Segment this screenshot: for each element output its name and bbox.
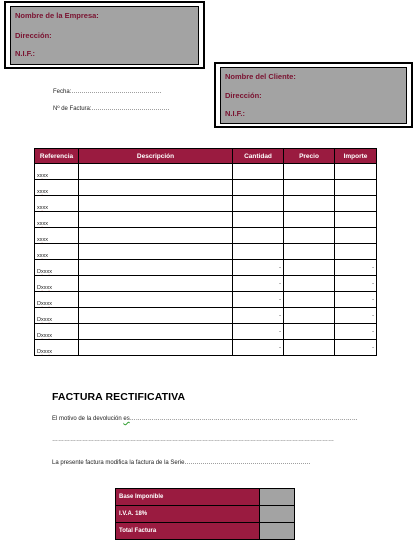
row-ref[interactable]: Dxxxx bbox=[35, 276, 79, 292]
row-amount[interactable]: - bbox=[335, 340, 377, 356]
row-desc[interactable] bbox=[79, 228, 233, 244]
row-amount[interactable] bbox=[335, 180, 377, 196]
row-amount[interactable]: - bbox=[335, 292, 377, 308]
row-amount[interactable] bbox=[335, 228, 377, 244]
row-ref[interactable]: Dxxxx bbox=[35, 324, 79, 340]
row-amount[interactable] bbox=[335, 212, 377, 228]
total-factura-value[interactable] bbox=[260, 523, 295, 540]
row-desc[interactable] bbox=[79, 164, 233, 180]
items-header-row bbox=[35, 149, 377, 164]
row-amount[interactable]: - bbox=[335, 324, 377, 340]
table-row bbox=[35, 324, 377, 340]
row-price[interactable] bbox=[284, 164, 335, 180]
table-row bbox=[35, 196, 377, 212]
row-price[interactable] bbox=[284, 340, 335, 356]
row-amount[interactable] bbox=[335, 164, 377, 180]
motivo-prefix: El motivo de la devolución bbox=[52, 416, 124, 422]
table-row bbox=[35, 228, 377, 244]
client-name-label: Nombre del Cliente: bbox=[225, 72, 296, 81]
row-price[interactable] bbox=[284, 212, 335, 228]
motivo-dots: …………………………………………………………………………………………………… bbox=[129, 416, 358, 422]
row-desc[interactable] bbox=[79, 196, 233, 212]
client-nif-label: N.I.F.: bbox=[225, 109, 245, 118]
iva-label: I.V.A. 18% bbox=[116, 506, 260, 523]
row-ref[interactable]: Dxxxx bbox=[35, 292, 79, 308]
row-desc[interactable] bbox=[79, 244, 233, 260]
row-price[interactable] bbox=[284, 292, 335, 308]
row-qty[interactable] bbox=[233, 244, 284, 260]
client-box-fill bbox=[220, 67, 407, 124]
table-row bbox=[35, 292, 377, 308]
row-desc[interactable] bbox=[79, 260, 233, 276]
row-desc[interactable] bbox=[79, 324, 233, 340]
row-qty[interactable]: - bbox=[233, 276, 284, 292]
motivo-es: es bbox=[123, 416, 130, 422]
table-row bbox=[35, 340, 377, 356]
row-ref[interactable]: Dxxxx bbox=[35, 260, 79, 276]
row-price[interactable] bbox=[284, 180, 335, 196]
row-ref[interactable]: xxxx bbox=[35, 180, 79, 196]
row-qty[interactable]: - bbox=[233, 324, 284, 340]
company-box bbox=[4, 1, 205, 69]
row-amount[interactable] bbox=[335, 244, 377, 260]
table-row bbox=[35, 308, 377, 324]
table-row bbox=[35, 260, 377, 276]
header-descripcion: Descripción bbox=[79, 149, 233, 164]
row-qty[interactable] bbox=[233, 164, 284, 180]
company-box-fill bbox=[10, 6, 199, 65]
dots-line: …………………………………………………………………………………………………………………………… bbox=[52, 437, 334, 443]
header-precio: Precio bbox=[284, 149, 335, 164]
row-ref[interactable]: Dxxxx bbox=[35, 308, 79, 324]
row-desc[interactable] bbox=[79, 180, 233, 196]
row-qty[interactable] bbox=[233, 180, 284, 196]
row-desc[interactable] bbox=[79, 340, 233, 356]
base-imponible-label: Base Imponible bbox=[116, 489, 260, 506]
totals-table bbox=[115, 488, 295, 540]
row-desc[interactable] bbox=[79, 212, 233, 228]
client-address-label: Dirección: bbox=[225, 91, 262, 100]
total-factura-label: Total Factura bbox=[116, 523, 260, 540]
row-price[interactable] bbox=[284, 308, 335, 324]
row-qty[interactable] bbox=[233, 212, 284, 228]
header-referencia: Referencia bbox=[35, 149, 79, 164]
row-ref[interactable]: xxxx bbox=[35, 244, 79, 260]
company-name-label: Nombre de la Empresa: bbox=[15, 11, 99, 20]
row-ref[interactable]: xxxx bbox=[35, 196, 79, 212]
row-ref[interactable]: Dxxxx bbox=[35, 340, 79, 356]
table-row bbox=[35, 276, 377, 292]
row-ref[interactable]: xxxx bbox=[35, 164, 79, 180]
table-row bbox=[35, 212, 377, 228]
row-amount[interactable]: - bbox=[335, 260, 377, 276]
row-price[interactable] bbox=[284, 196, 335, 212]
totals-row bbox=[116, 506, 295, 523]
row-qty[interactable] bbox=[233, 196, 284, 212]
base-imponible-value[interactable] bbox=[260, 489, 295, 506]
row-qty[interactable]: - bbox=[233, 292, 284, 308]
modifica-line: La presente factura modifica la factura de la Serie……………………………………………………… bbox=[52, 460, 311, 466]
table-row bbox=[35, 244, 377, 260]
company-address-label: Dirección: bbox=[15, 31, 52, 40]
row-ref[interactable]: xxxx bbox=[35, 228, 79, 244]
row-desc[interactable] bbox=[79, 276, 233, 292]
row-price[interactable] bbox=[284, 276, 335, 292]
iva-value[interactable] bbox=[260, 506, 295, 523]
header-cantidad: Cantidad bbox=[233, 149, 284, 164]
row-desc[interactable] bbox=[79, 308, 233, 324]
row-price[interactable] bbox=[284, 244, 335, 260]
row-ref[interactable]: xxxx bbox=[35, 212, 79, 228]
header-importe: Importe bbox=[335, 149, 377, 164]
row-price[interactable] bbox=[284, 324, 335, 340]
row-price[interactable] bbox=[284, 228, 335, 244]
row-amount[interactable]: - bbox=[335, 276, 377, 292]
items-table bbox=[34, 148, 377, 356]
row-qty[interactable]: - bbox=[233, 308, 284, 324]
row-qty[interactable] bbox=[233, 228, 284, 244]
row-qty[interactable]: - bbox=[233, 340, 284, 356]
invoice-date-line: Fecha:……………………………………… bbox=[53, 89, 162, 95]
row-qty[interactable]: - bbox=[233, 260, 284, 276]
table-row bbox=[35, 180, 377, 196]
motivo-line bbox=[52, 416, 358, 422]
row-price[interactable] bbox=[284, 260, 335, 276]
totals-row bbox=[116, 523, 295, 540]
row-amount[interactable] bbox=[335, 196, 377, 212]
invoice-number-line: Nº de Factura:………………………………… bbox=[53, 106, 170, 112]
totals-row bbox=[116, 489, 295, 506]
row-desc[interactable] bbox=[79, 292, 233, 308]
client-box bbox=[214, 62, 413, 128]
table-row bbox=[35, 164, 377, 180]
rectificativa-title: FACTURA RECTIFICATIVA bbox=[52, 391, 186, 403]
company-nif-label: N.I.F.: bbox=[15, 49, 35, 58]
row-amount[interactable]: - bbox=[335, 308, 377, 324]
